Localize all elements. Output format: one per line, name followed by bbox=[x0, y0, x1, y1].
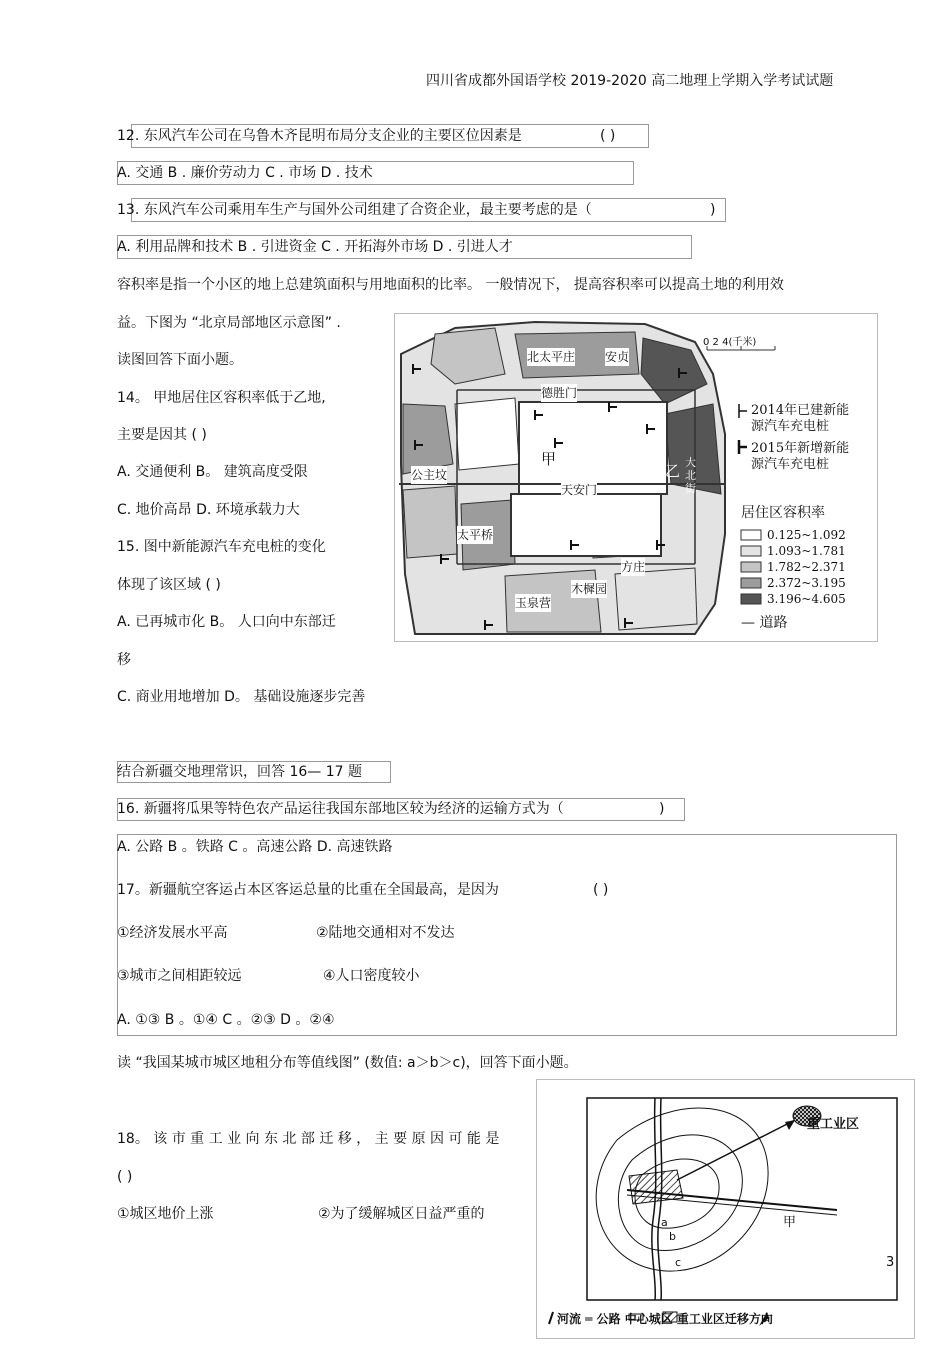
q18-blank: ( ) bbox=[117, 1169, 133, 1185]
place-label: 德胜门 bbox=[541, 386, 578, 400]
legend-swatch-3 bbox=[741, 562, 761, 572]
q12-blank: ( ) bbox=[600, 128, 616, 144]
contour-c: c bbox=[675, 1256, 682, 1269]
q15-opt-ab1: A. 已再城市化 B。 人口向中东部迁 bbox=[117, 614, 336, 630]
map-scale: 0 2 4(千米) bbox=[703, 337, 757, 348]
q16-options: A. 公路 B 。铁路 C 。高速公路 D. 高速铁路 bbox=[117, 839, 393, 855]
place-label: 甲 bbox=[541, 450, 557, 468]
q14-stem1: 14。 甲地居住区容积率低于乙地, bbox=[117, 390, 326, 406]
legend-swatch-1 bbox=[741, 530, 761, 540]
place-label: 北太平庄 bbox=[527, 350, 576, 364]
intro1-line2: 益。下图为 “北京局部地区示意图” . bbox=[117, 315, 341, 331]
q16-17-box bbox=[117, 834, 897, 1036]
q12-stem: 12. 东风汽车公司在乌鲁木齐昆明布局分支企业的主要区位因素是 bbox=[117, 128, 522, 144]
legend-class-label: 2.372~3.195 bbox=[767, 576, 846, 590]
page-header: 四川省成都外国语学校 2019-2020 高二地理上学期入学考试试题 bbox=[426, 73, 834, 89]
legend-class-label: 3.196~4.605 bbox=[767, 592, 846, 606]
q13-stem: 13. 东风汽车公司乘用车生产与国外公司组建了合资企业，最主要考虑的是（ bbox=[117, 202, 592, 218]
legend-class-label: 1.093~1.781 bbox=[767, 544, 846, 558]
intro2: 结合新疆交地理常识，回答 16— 17 题 bbox=[117, 764, 362, 780]
q15-opt-ab2: 移 bbox=[117, 652, 131, 668]
legend-class-label: 1.782~2.371 bbox=[767, 560, 846, 574]
q17-blank: ( ) bbox=[593, 882, 609, 898]
intro1-line3: 读图回答下面小题。 bbox=[117, 352, 243, 368]
beijing-map bbox=[394, 313, 878, 642]
legend-charger-1a: 2014年已建新能 bbox=[751, 403, 850, 418]
q16-stem: 16. 新疆将瓜果等特色农产品运往我国东部地区较为经济的运输方式为（ bbox=[117, 801, 564, 817]
place-label: 天安门 bbox=[561, 483, 598, 497]
q13-blank: ) bbox=[710, 202, 716, 218]
legend-charger-2b: 源汽车充电桩 bbox=[751, 457, 830, 472]
q18-option-2: ②为了缓解城区日益严重的 bbox=[318, 1206, 485, 1222]
place-label: 木樨园 bbox=[571, 582, 608, 596]
q15-stem2: 体现了该区域 ( ) bbox=[117, 577, 221, 593]
place-label: 大北街 bbox=[685, 456, 696, 495]
q17-stem: 17。新疆航空客运占本区客运总量的比重在全国最高，是因为 bbox=[117, 882, 499, 898]
rent-map-legend: 河流 ═ 公路 中心城区 重工业区迁移方向 bbox=[557, 1312, 773, 1326]
q18-stem: 18。 该 市 重 工 业 向 东 北 部 迁 移 ， 主 要 原 因 可 能 是 bbox=[117, 1131, 500, 1147]
q13-options: A. 利用品牌和技术 B . 引进资金 C . 开拓海外市场 D . 引进人才 bbox=[117, 239, 513, 255]
intro3: 读 “我国某城市城区地租分布等值线图” (数值: a＞b＞c)，回答下面小题。 bbox=[117, 1055, 578, 1071]
legend-road: — 道路 bbox=[741, 615, 788, 631]
industry-label: 重工业区 bbox=[807, 1117, 860, 1132]
q17-option-4: ④人口密度较小 bbox=[323, 968, 420, 984]
legend-class-label: 0.125~1.092 bbox=[767, 528, 846, 542]
legend-charger-1b: 源汽车充电桩 bbox=[751, 419, 830, 434]
q16-blank: ) bbox=[659, 801, 665, 817]
q12-options: A. 交通 B . 廉价劳动力 C . 市场 D . 技术 bbox=[117, 165, 373, 181]
intro1-line1: 容积率是指一个小区的地上总建筑面积与用地面积的比率。 一般情况下， 提高容积率可以提高土地的利用效 bbox=[117, 277, 784, 293]
place-label: 方庄 bbox=[621, 560, 646, 574]
q14-opt-cd: C. 地价高昂 D. 环境承载力大 bbox=[117, 502, 300, 518]
contour-a: a bbox=[661, 1216, 668, 1229]
q14-stem2: 主要是因其 ( ) bbox=[117, 427, 207, 443]
place-label: 乙 bbox=[665, 462, 681, 480]
q17-options: A. ①③ B 。①④ C 。②③ D 。②④ bbox=[117, 1012, 335, 1028]
q14-opt-ab: A. 交通便利 B。 建筑高度受限 bbox=[117, 464, 308, 480]
legend-charger-2a: 2015年新增新能 bbox=[751, 441, 850, 456]
place-label: 安贞 bbox=[605, 350, 630, 364]
q18-option-1: ①城区地价上涨 bbox=[117, 1206, 214, 1222]
legend-swatch-2 bbox=[741, 546, 761, 556]
place-label: 玉泉营 bbox=[515, 596, 552, 610]
contour-b: b bbox=[669, 1230, 676, 1243]
q17-option-3: ③城市之间相距较远 bbox=[117, 968, 242, 984]
q17-option-2: ②陆地交通相对不发达 bbox=[316, 925, 455, 941]
rent-contour-map bbox=[536, 1079, 915, 1339]
q17-option-1: ①经济发展水平高 bbox=[117, 925, 228, 941]
place-label: 太平桥 bbox=[457, 528, 494, 542]
place-label: 公主坟 bbox=[411, 468, 448, 482]
page-number: 3 bbox=[886, 1255, 895, 1270]
q15-stem1: 15. 图中新能源汽车充电桩的变化 bbox=[117, 539, 326, 555]
legend-title: 居住区容积率 bbox=[741, 505, 825, 521]
q15-opt-cd: C. 商业用地增加 D。 基础设施逐步完善 bbox=[117, 689, 366, 705]
legend-swatch-5 bbox=[741, 594, 761, 604]
jia-label: 甲 bbox=[783, 1215, 797, 1230]
legend-swatch-4 bbox=[741, 578, 761, 588]
